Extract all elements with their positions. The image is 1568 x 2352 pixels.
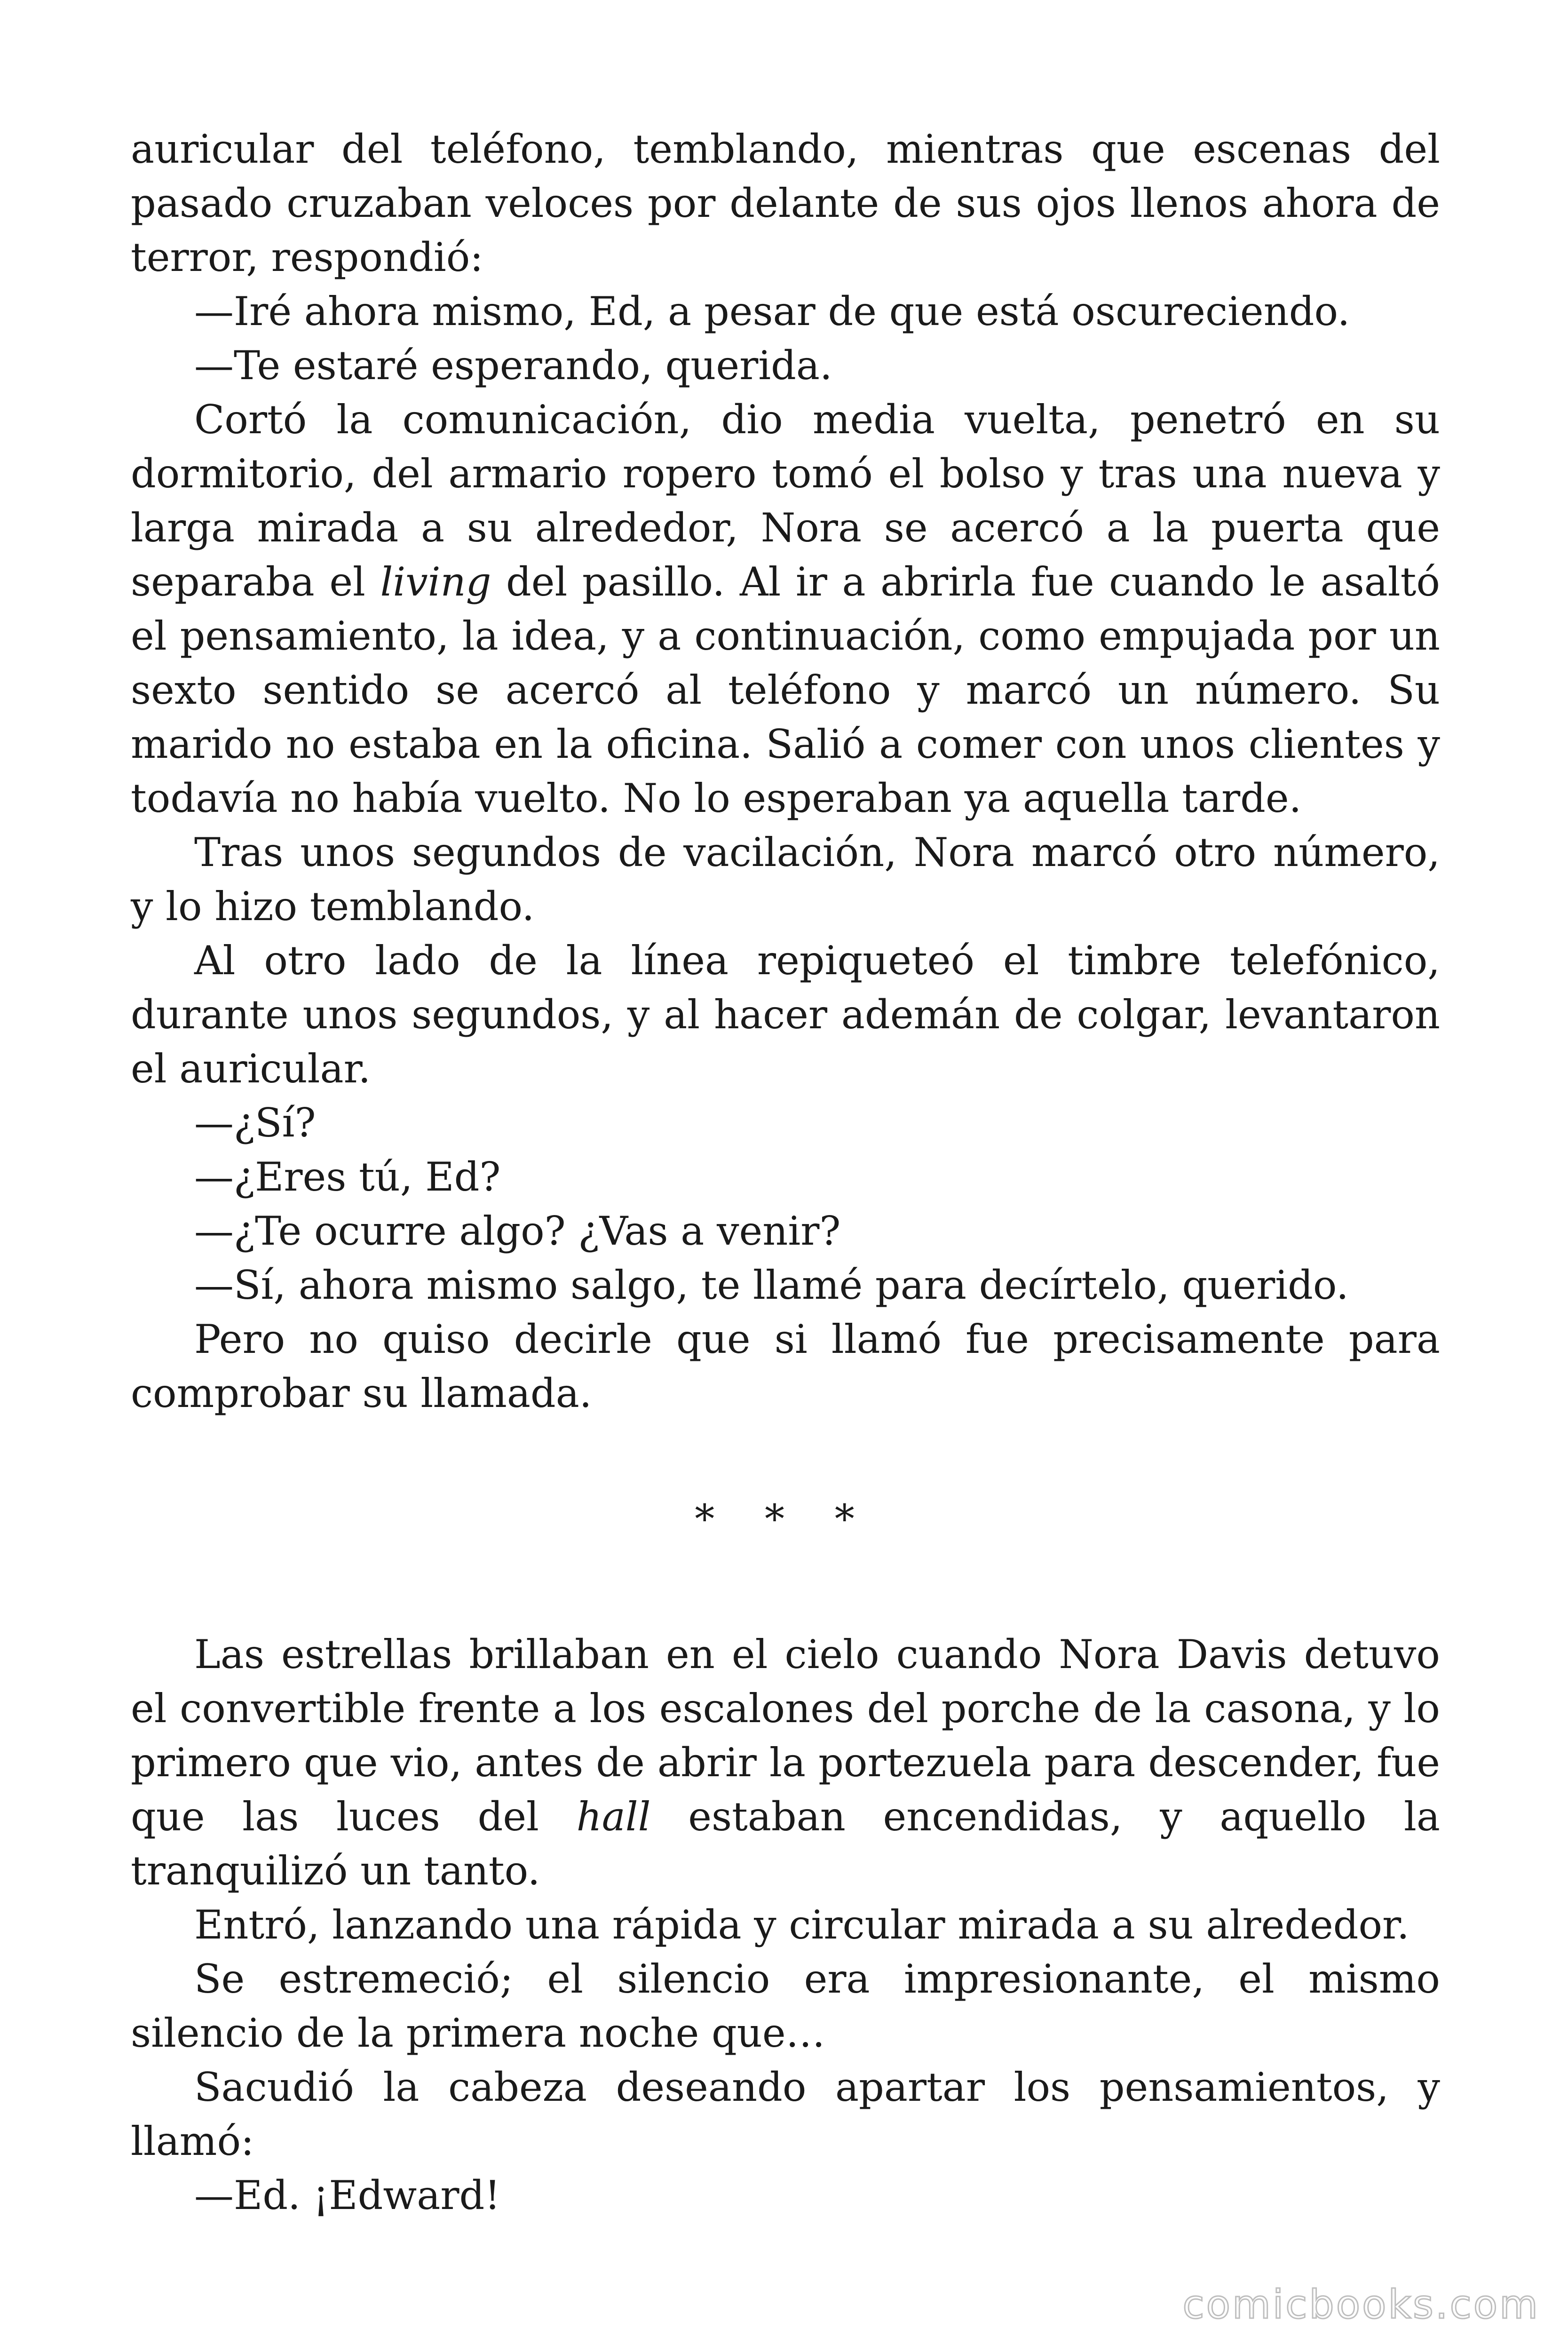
- paragraph: [131, 2060, 1440, 2169]
- paragraph-text: Pero no quiso decirle que si llamó fue precisamente para comprobar su llamada.: [131, 1316, 1440, 1416]
- paragraph-text: Entró, lanzando una rápida y circular mirada a su alrededor.: [194, 1902, 1410, 1948]
- paragraph-text: auricular del teléfono, temblando, mientras que escenas del pasado cruzaban veloces por delante de sus ojos llenos ahora de terror, respondió:: [131, 126, 1440, 280]
- paragraph-text: Se estremeció; el silencio era impresionante, el mismo silencio de la primera noche que…: [131, 1956, 1440, 2056]
- paragraph-text: —¿Sí?: [194, 1100, 316, 1146]
- paragraph: [131, 285, 1440, 339]
- paragraph-text: Cortó la comunicación, dio media vuelta, penetró en su dormitorio, del armario ropero tomó el bolso y tras una nueva y larga mirada a su alrededor, Nora se acercó a la puerta que separaba el: [131, 397, 1440, 605]
- paragraph-text: Al otro lado de la línea repiqueteó el timbre telefónico, durante unos segundos, y al hacer ademán de colgar, levantaron el auricular.: [131, 938, 1440, 1092]
- paragraph-text: Tras unos segundos de vacilación, Nora marcó otro número, y lo hizo temblando.: [131, 829, 1440, 930]
- watermark: comicbooks.com: [1182, 2281, 1540, 2328]
- paragraph: [131, 1096, 1440, 1150]
- text-block-bottom: [131, 1628, 1440, 2223]
- paragraph: [131, 934, 1440, 1096]
- paragraph: [131, 1952, 1440, 2060]
- paragraph-text: del pasillo. Al ir a abrirla fue cuando le asaltó el pensamiento, la idea, y a continuación, como empujada por un sexto sentido se acercó al teléfono y marcó un número. Su marido no estaba en la oficina. Salió a comer con unos clientes y todavía no había vuelto. No lo esperaban ya aquella tarde.: [131, 559, 1441, 821]
- paragraph-text: —Sí, ahora mismo salgo, te llamé para decírtelo, querido.: [194, 1262, 1349, 1308]
- paragraph: [131, 1898, 1440, 1952]
- paragraph: [131, 1628, 1440, 1898]
- paragraph-text: Las estrellas brillaban en el cielo cuando Nora Davis detuvo el convertible frente a los escalones del porche de la casona, y lo primero que vio, antes de abrir la portezuela para descender, fue que las luces del: [131, 1631, 1440, 1840]
- paragraph: [131, 1204, 1440, 1258]
- paragraph-text: —Ed. ¡Edward!: [194, 2172, 500, 2218]
- paragraph: [131, 122, 1440, 285]
- paragraph-text: —Te estaré esperando, querida.: [194, 342, 832, 389]
- paragraph: [131, 1258, 1440, 1312]
- italic-text: hall: [576, 1794, 651, 1840]
- italic-text: living: [380, 559, 491, 605]
- paragraph-text: —¿Eres tú, Ed?: [194, 1154, 501, 1200]
- text-block-top: [131, 122, 1440, 1421]
- paragraph-text: Sacudió la cabeza deseando apartar los pensamientos, y llamó:: [131, 2064, 1440, 2164]
- section-separator: * * *: [695, 1496, 873, 1542]
- paragraph-text: —¿Te ocurre algo? ¿Vas a venir?: [194, 1208, 841, 1254]
- paragraph: [131, 826, 1440, 934]
- paragraph: [131, 1312, 1440, 1421]
- paragraph: [131, 2169, 1440, 2223]
- paragraph-text: —Iré ahora mismo, Ed, a pesar de que está oscureciendo.: [194, 288, 1350, 334]
- paragraph: [131, 339, 1440, 393]
- paragraph-text: estaban encendidas, y aquello la tranquilizó un tanto.: [131, 1794, 1440, 1894]
- paragraph: [131, 1150, 1440, 1204]
- paragraph: [131, 393, 1440, 826]
